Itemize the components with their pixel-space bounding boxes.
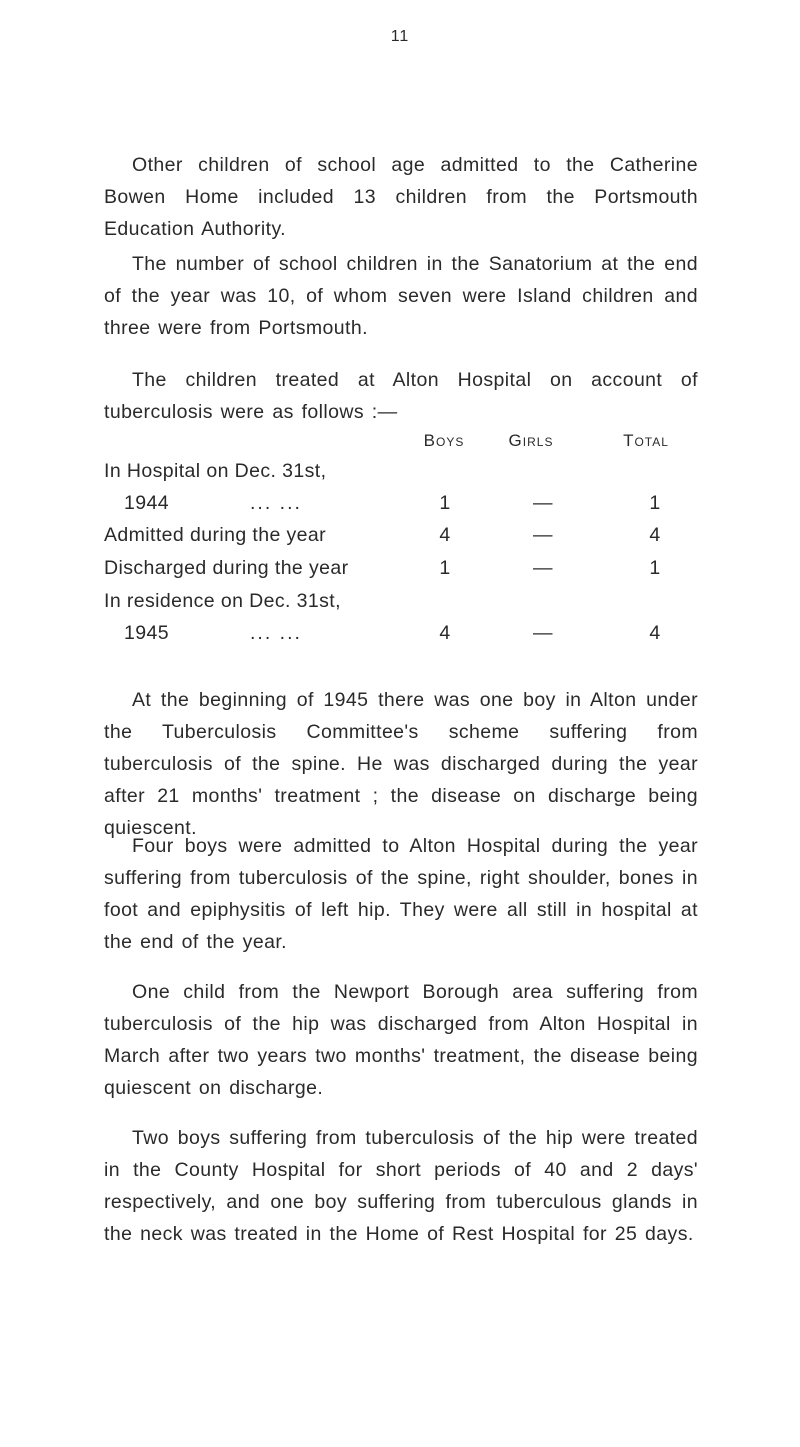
cell-total: 4 [649, 524, 661, 546]
page-number: 11 [390, 28, 410, 45]
cell-total: 1 [649, 557, 661, 579]
table-header-girls: Girls [508, 431, 554, 450]
table-row [104, 590, 704, 654]
cell-girls: — [533, 492, 553, 514]
paragraph-catherine-bowen-home: Other children of school age admitted to the Catherine Bowen Home included 13 children from the Portsmouth Education Authority. [104, 154, 698, 240]
cell-girls: — [533, 557, 553, 579]
row-label-year: 1945 [124, 622, 169, 644]
cell-total: 4 [649, 622, 661, 644]
cell-boys: 1 [439, 557, 451, 579]
paragraph-alton-intro: The children treated at Alton Hospital on account of tuberculosis were as follows :— [104, 369, 698, 423]
row-label: In Hospital on Dec. 31st, [104, 460, 327, 482]
leader-dots: ... ... [250, 492, 302, 514]
table-row [104, 524, 704, 556]
row-label: Admitted during the year [104, 524, 327, 546]
cell-boys: 4 [439, 524, 451, 546]
cell-girls: — [533, 524, 553, 546]
paragraph-spine-boy: At the beginning of 1945 there was one boy in Alton under the Tuberculosis Committee's scheme suffering from tuberculosis of the spine. He was discharged during the year after 21 months' treatment ; the disease on discharge being quiescent. [104, 689, 698, 839]
cell-boys: 1 [439, 492, 451, 514]
cell-boys: 4 [439, 622, 451, 644]
cell-total: 1 [649, 492, 661, 514]
row-label: In residence on Dec. 31st, [104, 590, 341, 612]
paragraph-two-boys: Two boys suffering from tuberculosis of the hip were treated in the County Hospital for short periods of 40 and 2 days' respectively, and one boy suffering from tuberculous glands in the neck was treated in the Home of Rest Hospital for 25 days. [104, 1127, 698, 1245]
table-header-total: Total [623, 431, 669, 450]
row-label-year: 1944 [124, 492, 169, 514]
leader-dots: ... ... [250, 622, 302, 644]
cell-girls: — [533, 622, 553, 644]
table-row [104, 557, 704, 589]
paragraph-newport-child: One child from the Newport Borough area suffering from tuberculosis of the hip was discharged from Alton Hospital in March after two years two months' treatment, the disease being quiescent on discharge. [104, 981, 698, 1099]
row-label: Discharged during the year [104, 557, 349, 579]
table-header-boys: Boys [423, 431, 465, 450]
paragraph-sanatorium-count: The number of school children in the Sanatorium at the end of the year was 10, of whom seven were Island children and three were from Portsmouth. [104, 253, 698, 339]
paragraph-four-boys: Four boys were admitted to Alton Hospital during the year suffering from tuberculosis of the spine, right shoulder, bones in foot and epiphysitis of left hip. They were all still in hospital at the end of the year. [104, 835, 698, 953]
table-row [104, 460, 704, 524]
